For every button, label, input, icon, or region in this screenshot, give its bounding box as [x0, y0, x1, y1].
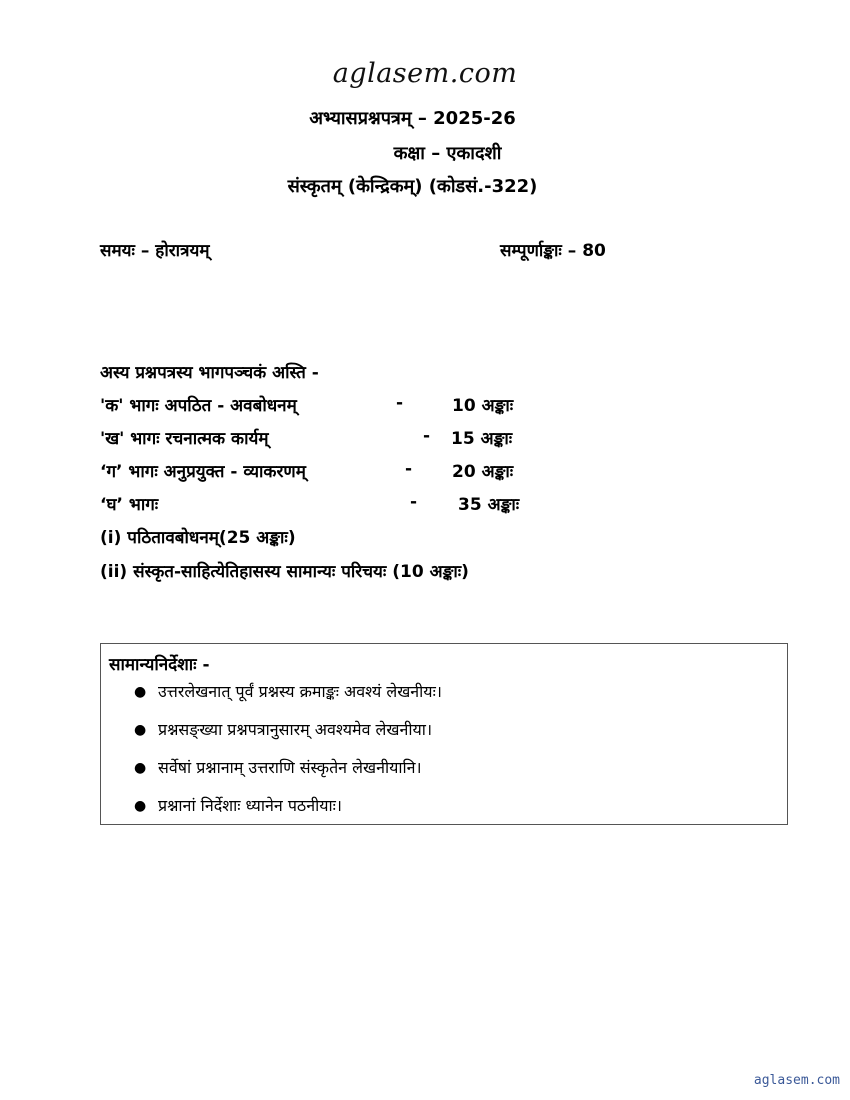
subject-line: संस्कृतम् (केन्द्रिकम्) (कोडसं.-322): [287, 176, 538, 197]
bullet-icon: ●: [134, 722, 147, 738]
instructions-heading: सामान्यनिर्देशाः -: [109, 655, 210, 675]
part-dash: -: [405, 459, 413, 479]
part-name: ‘घ’ भागः: [100, 495, 159, 515]
part-dash: -: [410, 492, 418, 512]
structure-intro: अस्य प्रश्नपत्रस्य भागपञ्चकं अस्ति -: [100, 363, 319, 383]
instructions-box: [100, 643, 788, 825]
class-line: कक्षा – एकादशी: [393, 143, 502, 164]
part-name: 'ख' भागः रचनात्मक कार्यम्: [100, 429, 269, 449]
part-marks: 10 अङ्काः: [452, 396, 514, 416]
time-allowed: समयः – होरात्रयम्: [100, 241, 210, 261]
instruction-text: उत्तरलेखनात् पूर्वं प्रश्नस्य क्रमाङ्कः अवश्यं लेखनीयः।: [158, 682, 442, 701]
part-name: 'क' भागः अपठित - अवबोधनम्: [100, 396, 297, 416]
footer-link[interactable]: aglasem.com: [753, 1073, 840, 1088]
part-marks: 20 अङ्काः: [452, 462, 514, 482]
bullet-icon: ●: [134, 760, 147, 776]
part-name: ‘ग’ भागः अनुप्रयुक्त - व्याकरणम्: [100, 462, 306, 482]
part-marks: 35 अङ्काः: [458, 495, 520, 515]
instruction-text: प्रश्नसङ्ख्या प्रश्नपत्रानुसारम् अवश्यमेव लेखनीया।: [158, 720, 433, 739]
part-dash: -: [396, 393, 404, 413]
bullet-icon: ●: [134, 798, 147, 814]
bullet-icon: ●: [134, 684, 147, 700]
watermark-logo: aglasem.com: [332, 58, 518, 89]
paper-title: अभ्यासप्रश्नपत्रम् – 2025-26: [309, 108, 516, 129]
subpart-line: (ii) संस्कृत-साहित्येतिहासस्य सामान्यः परिचयः (10 अङ्काः): [100, 562, 469, 582]
instruction-text: प्रश्नानां निर्देशाः ध्यानेन पठनीयाः।: [158, 796, 342, 815]
part-marks: 15 अङ्काः: [451, 429, 513, 449]
total-marks: सम्पूर्णाङ्काः – 80: [500, 241, 606, 261]
instruction-text: सर्वेषां प्रश्नानाम् उत्तराणि संस्कृतेन लेखनीयानि।: [158, 758, 422, 777]
part-dash: -: [423, 426, 431, 446]
subpart-line: (i) पठितावबोधनम्(25 अङ्काः): [100, 528, 296, 548]
